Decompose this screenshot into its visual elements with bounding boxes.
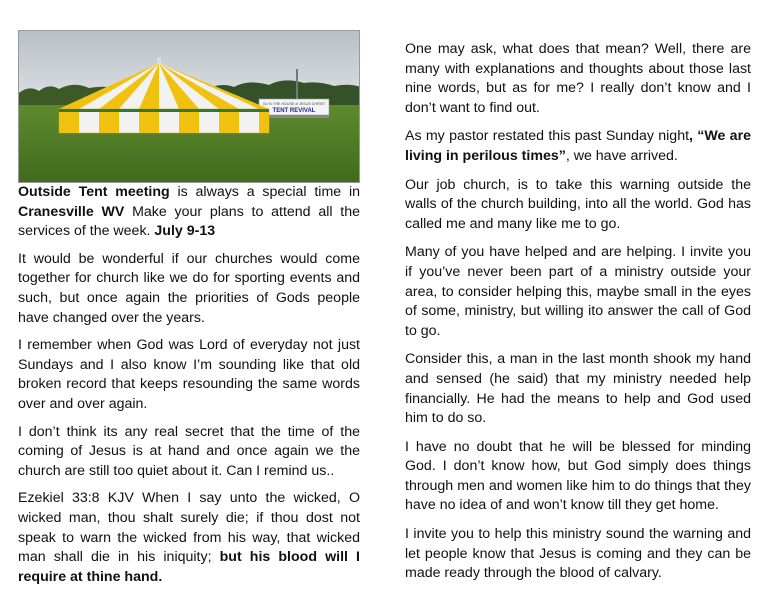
bold-perilous-times: , “We are living in perilous times”	[405, 128, 751, 164]
paragraph-tent-meeting	[18, 183, 360, 242]
tent-illustration	[19, 31, 360, 183]
text-span: is always a special time in	[169, 184, 360, 200]
right-column	[405, 40, 751, 593]
paragraph-invite-helping: Many of you have helped and are helping. I invite you if you’ve never been part of a ministry outside your area, to consider helping this, maybe small in the eyes of some, ministry, but willing ito answer the call of God to go.	[405, 244, 751, 339]
text-span: , we have arrived.	[565, 147, 678, 164]
bold-dates: July 9-13	[154, 223, 216, 240]
banner-line2: TENT REVIVAL	[272, 108, 316, 114]
paragraph-churches: It would be wonderful if our churches would come together for church like we do for sporting events and such, but once again the priorities of Gods people have changed over the years.	[18, 250, 360, 326]
trailer-base	[259, 115, 329, 118]
banner-line1: Go To THE HOUSE of JESUS CHRIST	[262, 102, 326, 106]
left-text	[18, 183, 360, 595]
bold-cranesville: Cranesville WV	[18, 203, 125, 220]
paragraph-invite-warning: I invite you to help this ministry sound the warning and let people know that Jesus is coming and they can be made ready through the blood of calvary.	[405, 526, 751, 582]
paragraph-coming-of-jesus: I don’t think its any real secret that the time of the coming of Jesus is at hand and once again we the church are still too quiet about it. Can I remind us..	[18, 423, 360, 479]
paragraph-ezekiel	[18, 489, 360, 587]
paragraph-job-church: Our job church, is to take this warning outside the walls of the church building, into all the world. God has called me and many like me to go.	[405, 176, 751, 232]
paragraph-consider-this: Consider this, a man in the last month shook my hand and sensed (he said) that my ministry needed help financially. He had the means to help and God used him to do so.	[405, 351, 751, 427]
text-span: Make your plans to attend all the services of the week.	[18, 203, 360, 240]
paragraph-pastor	[405, 127, 751, 166]
tent-photo	[18, 30, 360, 183]
paragraph-what-does-that-mean: One may ask, what does that mean? Well, there are many with explanations and thoughts about those last nine words, but as for me? I really don’t know and I don’t want to find out.	[405, 41, 751, 116]
paragraph-remember: I remember when God was Lord of everyday not just Sundays and I also know I’m sounding like that old broken record that keeps resounding the same words over and over again.	[18, 337, 360, 412]
tent-walls	[59, 109, 269, 133]
text-span: Ezekiel 33:8 KJV When I say unto the wicked, O wicked man, thou shalt surely die; if thou dost not speak to warn the wicked from his way, that wicked man shall die in his iniquity;	[18, 490, 360, 566]
paragraph-blessed: I have no doubt that he will be blessed for minding God. I don’t know how, but God simply does things through men and women like him to do things that they have no idea of and won’t know till they get home.	[405, 438, 751, 514]
bold-outside-tent: Outside Tent meeting	[18, 184, 170, 200]
bold-scripture-end: but his blood will I require at thine hand.	[18, 549, 361, 585]
text-span: As my pastor restated this past Sunday night	[405, 128, 690, 145]
